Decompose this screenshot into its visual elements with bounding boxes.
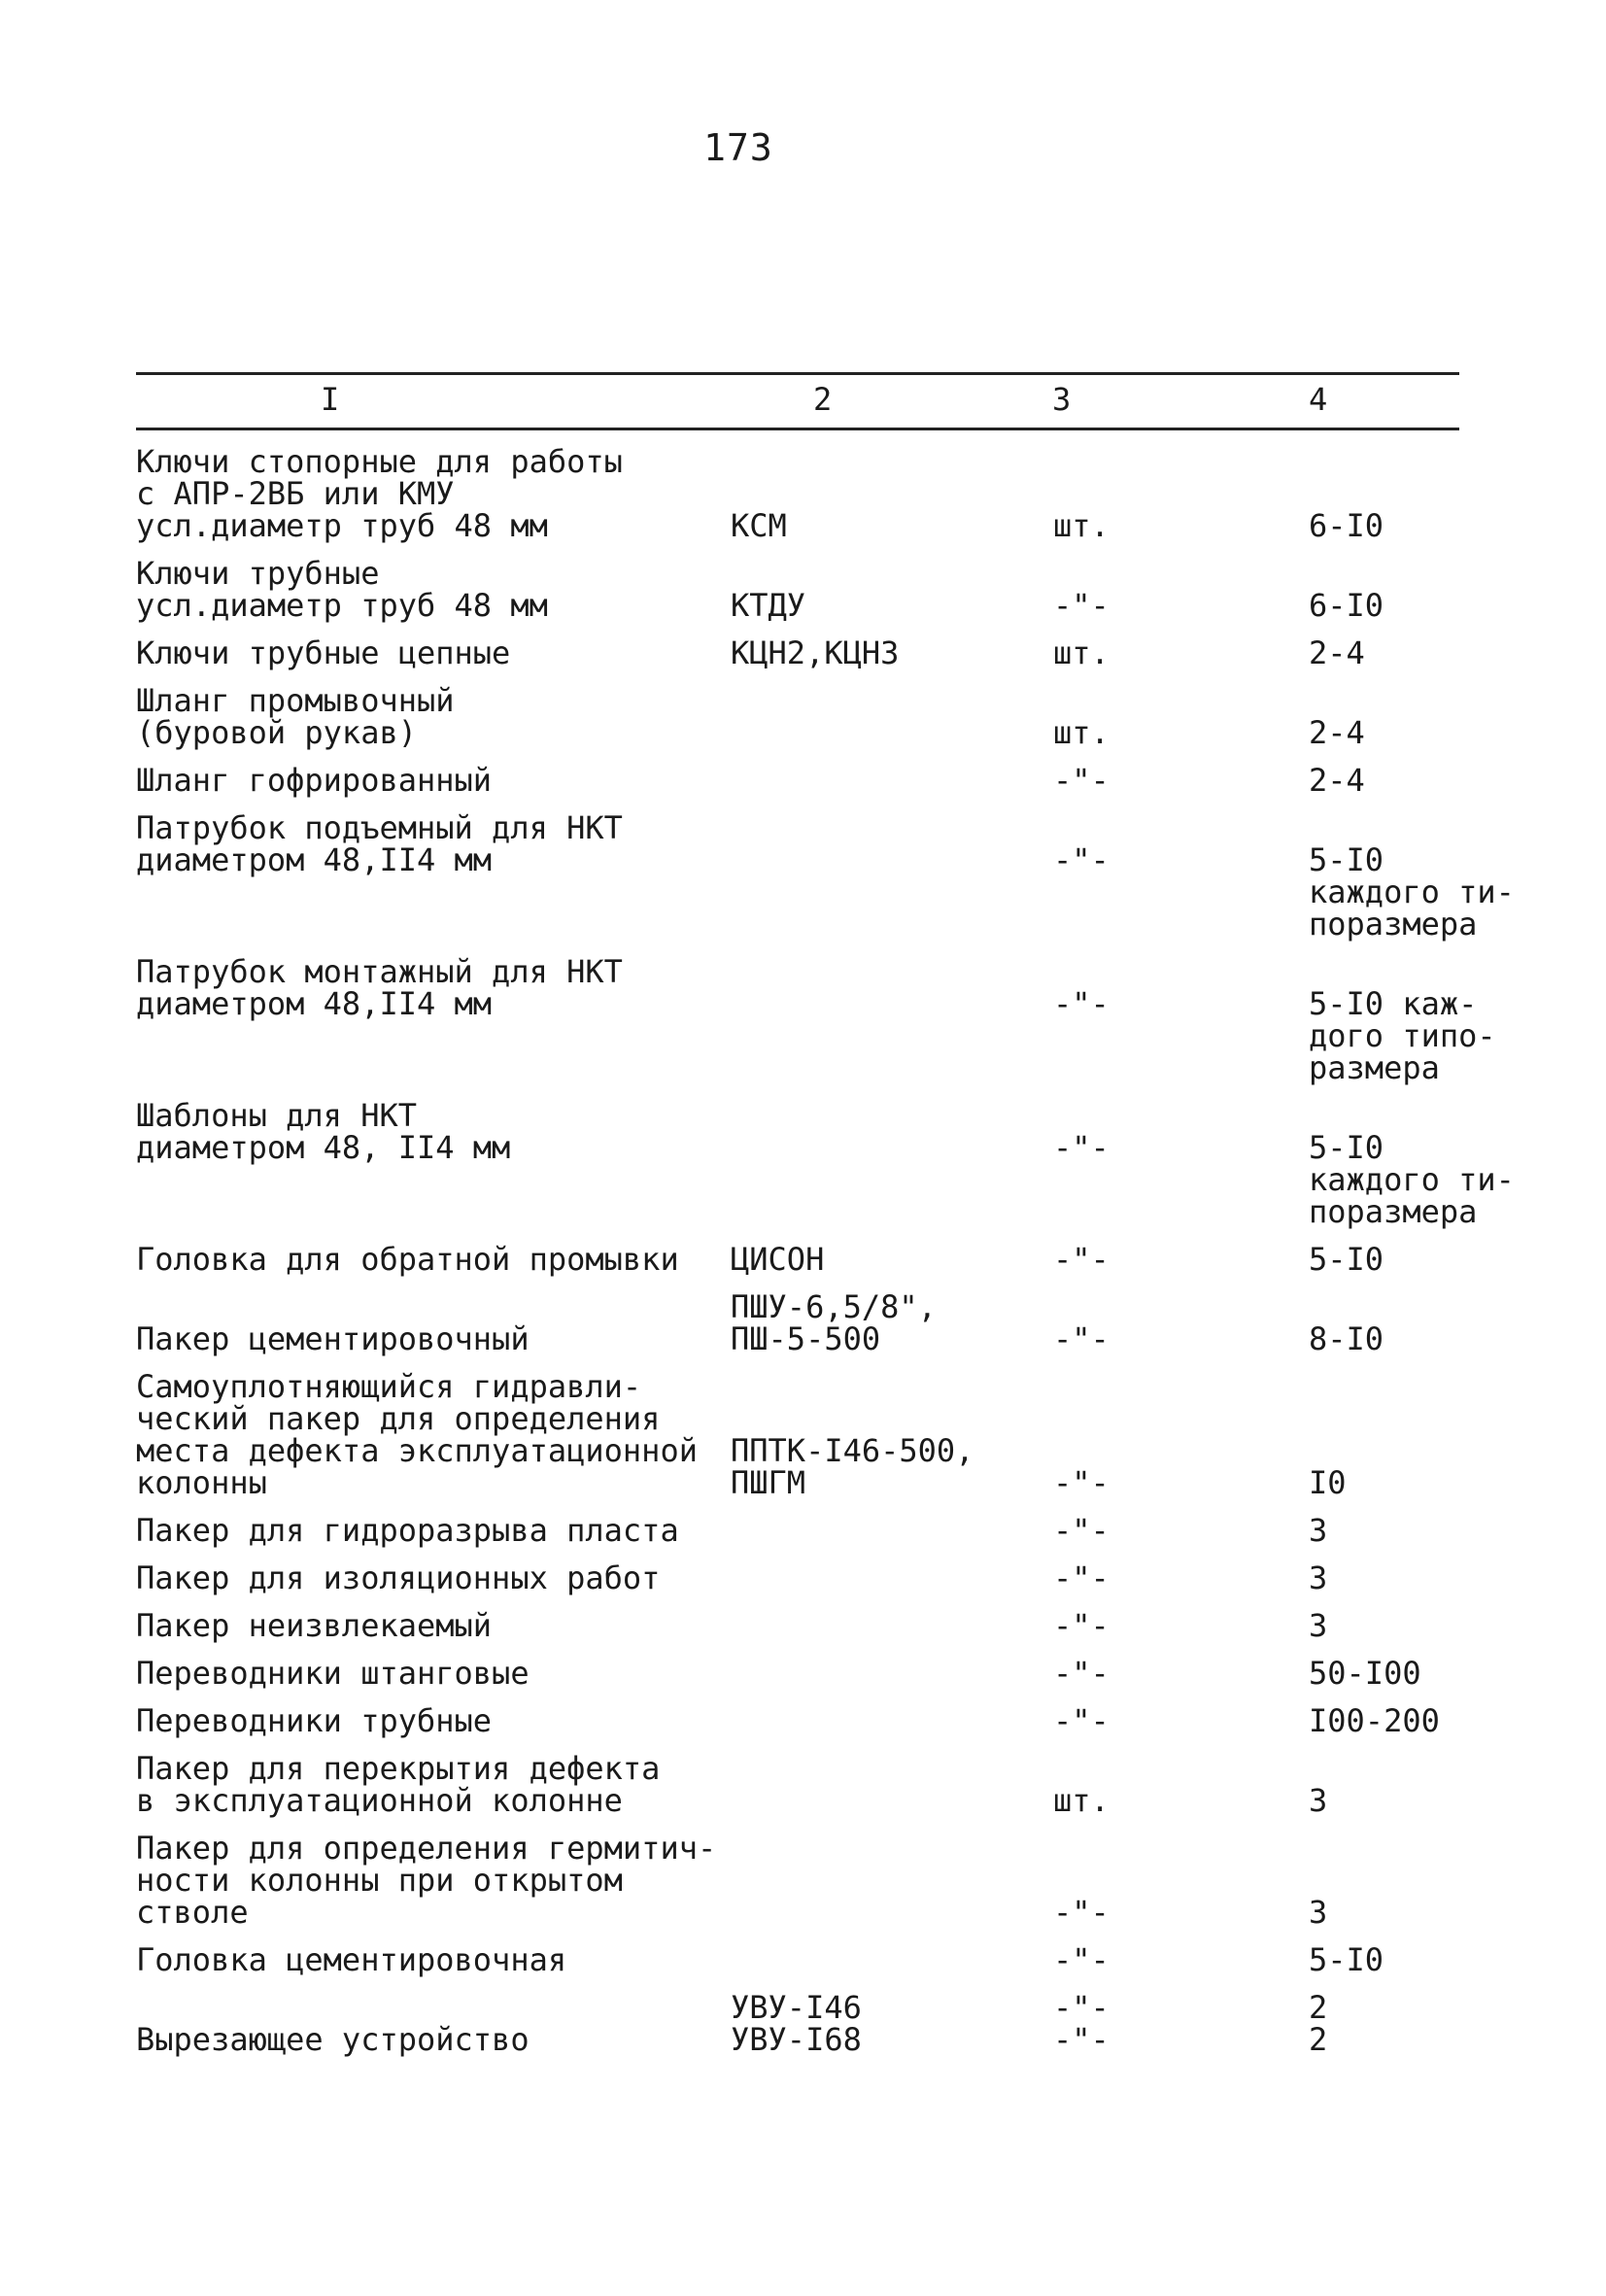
table-row: [136, 634, 1459, 671]
item-name-line: Головка цементировочная: [136, 1941, 567, 1978]
item-name-line: Пакер для перекрытия дефекта: [136, 1750, 661, 1787]
item-name: [136, 1097, 738, 1166]
item-qty-line: 5-I0: [1309, 1941, 1384, 1978]
item-qty-line: размера: [1309, 1049, 1440, 1086]
item-qty: [1309, 1129, 1515, 1230]
item-name: [136, 1750, 738, 1819]
item-qty-line: 5-I0: [1309, 841, 1384, 878]
item-type: [731, 1288, 1022, 1357]
item-name: [136, 1241, 738, 1278]
table-row: [136, 1989, 1459, 2058]
header-col-1: I: [321, 381, 340, 418]
item-unit-line: -"-: [1053, 1464, 1110, 1501]
item-name-line: Переводники штанговые: [136, 1655, 530, 1692]
item-type-line: ПШГМ: [731, 1464, 806, 1501]
item-type: [731, 1241, 1022, 1278]
table-row: [136, 1607, 1459, 1644]
item-unit-line: -"-: [1053, 1894, 1110, 1931]
header-col-4: 4: [1309, 381, 1328, 418]
item-name-line: Головка для обратной промывки: [136, 1241, 679, 1278]
item-unit-line: -"-: [1053, 1241, 1110, 1278]
table-row: [136, 1559, 1459, 1596]
item-qty: [1309, 1941, 1513, 1978]
item-name-line: Переводники трубные: [136, 1702, 493, 1739]
item-unit: [1053, 1702, 1199, 1739]
item-qty-line: 6-I0: [1309, 587, 1384, 624]
item-unit: [1053, 507, 1199, 544]
item-qty-line: 3: [1309, 1894, 1328, 1931]
item-name-line: Пакер для гидроразрыва пласта: [136, 1512, 679, 1549]
item-qty-line: 2-4: [1309, 634, 1365, 671]
item-type-line: ППТК-I46-500,: [731, 1432, 974, 1469]
item-unit: [1053, 1129, 1199, 1166]
item-name-line: диаметром 48,II4 мм: [136, 841, 493, 878]
item-type: [731, 1989, 1022, 2058]
item-unit-line: шт.: [1053, 1782, 1110, 1819]
table-header-row: [136, 375, 1459, 424]
item-name-line: Пакер цементировочный: [136, 1320, 530, 1357]
item-qty: [1309, 762, 1513, 799]
item-qty-line: I0: [1309, 1464, 1347, 1501]
item-qty-line: поразмера: [1309, 906, 1478, 942]
item-unit-line: шт.: [1053, 634, 1110, 671]
item-qty-line: дого типо-: [1309, 1017, 1496, 1054]
item-name: [136, 762, 738, 799]
item-qty-line: 3: [1309, 1512, 1328, 1549]
page-number: 173: [703, 126, 773, 169]
item-name-line: Патрубок монтажный для НКТ: [136, 953, 623, 990]
item-name: [136, 1941, 738, 1978]
table-row: [136, 1750, 1459, 1819]
table-row: [136, 1702, 1459, 1739]
item-unit-line: -"-: [1053, 1607, 1110, 1644]
item-type: [731, 587, 1022, 624]
item-name: [136, 443, 738, 544]
table-row: [136, 1241, 1459, 1278]
item-qty-line: 8-I0: [1309, 1320, 1384, 1357]
table-row: [136, 1512, 1459, 1549]
item-name-line: диаметром 48,II4 мм: [136, 985, 493, 1022]
item-qty: [1309, 1241, 1513, 1278]
item-qty-line: 3: [1309, 1782, 1328, 1819]
item-qty-line: I00-200: [1309, 1702, 1440, 1739]
item-qty-line: 2: [1309, 2021, 1328, 2058]
item-name-line: Ключи трубные: [136, 555, 380, 592]
item-name-line: Шланг гофрированный: [136, 762, 493, 799]
item-qty: [1309, 841, 1515, 942]
item-qty: [1309, 1464, 1513, 1501]
item-name-line: усл.диаметр труб 48 мм: [136, 507, 548, 544]
header-col-2: 2: [813, 381, 833, 418]
item-qty-line: 5-I0: [1309, 1241, 1384, 1278]
table-row: [136, 1368, 1459, 1501]
item-name-line: усл.диаметр труб 48 мм: [136, 587, 548, 624]
item-name: [136, 1655, 738, 1692]
item-name-line: Пакер для определения гермитич-: [136, 1830, 717, 1867]
item-name: [136, 953, 738, 1022]
item-unit: [1053, 587, 1199, 624]
item-unit: [1053, 1241, 1199, 1278]
table-row: [136, 762, 1459, 799]
item-qty: [1309, 634, 1513, 671]
item-qty: [1309, 1320, 1513, 1357]
item-unit-line: -"-: [1053, 1989, 1110, 2026]
table-header-rule: [136, 428, 1459, 430]
item-unit: [1053, 1894, 1199, 1931]
item-unit: [1053, 841, 1199, 878]
item-qty: [1309, 507, 1513, 544]
item-qty: [1309, 1989, 1513, 2058]
item-name: [136, 555, 738, 624]
item-name: [136, 2021, 738, 2058]
item-qty: [1309, 714, 1513, 751]
table-row: [136, 443, 1459, 544]
table-row: [136, 809, 1515, 942]
item-unit-line: -"-: [1053, 985, 1110, 1022]
item-unit-line: -"-: [1053, 762, 1110, 799]
item-name-line: Вырезающее устройство: [136, 2021, 530, 2058]
table-row: [136, 1830, 1459, 1931]
item-qty-line: 2: [1309, 1989, 1328, 2026]
item-qty: [1309, 985, 1513, 1086]
item-qty-line: 3: [1309, 1559, 1328, 1596]
item-name-line: Ключи трубные цепные: [136, 634, 511, 671]
item-qty: [1309, 587, 1513, 624]
item-name: [136, 809, 738, 878]
table-row: [136, 555, 1459, 624]
item-type-line: КЦН2,КЦН3: [731, 634, 900, 671]
item-type: [731, 1432, 1022, 1501]
item-type-line: УВУ-I46: [731, 1989, 862, 2026]
item-name-line: Пакер неизвлекаемый: [136, 1607, 493, 1644]
table-row: [136, 1655, 1459, 1692]
item-type-line: КСМ: [731, 507, 787, 544]
item-unit: [1053, 985, 1199, 1022]
item-unit: [1053, 714, 1199, 751]
item-name: [136, 1512, 738, 1549]
item-qty-line: 3: [1309, 1607, 1328, 1644]
item-qty-line: каждого ти-: [1309, 1161, 1515, 1198]
item-qty-line: 50-I00: [1309, 1655, 1421, 1692]
item-name: [136, 1830, 738, 1931]
item-name-line: (буровой рукав): [136, 714, 417, 751]
item-qty-line: поразмера: [1309, 1193, 1478, 1230]
item-qty: [1309, 1782, 1513, 1819]
item-qty: [1309, 1702, 1513, 1739]
item-unit-line: -"-: [1053, 1559, 1110, 1596]
item-qty: [1309, 1894, 1513, 1931]
item-qty-line: 6-I0: [1309, 507, 1384, 544]
item-unit: [1053, 1655, 1199, 1692]
item-name-line: Самоуплотняющийся гидравли-: [136, 1368, 642, 1405]
item-name: [136, 1559, 738, 1596]
item-unit: [1053, 1512, 1199, 1549]
item-name-line: в эксплуатационной колонне: [136, 1782, 623, 1819]
item-qty-line: каждого ти-: [1309, 874, 1515, 910]
table-row: [136, 1941, 1459, 1978]
item-type: [731, 634, 1022, 671]
item-name-line: диаметром 48, II4 мм: [136, 1129, 511, 1166]
item-unit-line: -"-: [1053, 587, 1110, 624]
item-name: [136, 682, 738, 751]
item-unit-line: -"-: [1053, 841, 1110, 878]
table-row: [136, 682, 1459, 751]
item-qty-line: 5-I0 каж-: [1309, 985, 1478, 1022]
item-unit: [1053, 1320, 1199, 1357]
item-name-line: Ключи стопорные для работы: [136, 443, 623, 480]
item-name-line: колонны: [136, 1464, 267, 1501]
item-type: [731, 507, 1022, 544]
item-type-line: УВУ-I68: [731, 2021, 862, 2058]
item-name-line: с АПР-2ВБ или КМУ: [136, 475, 455, 512]
item-qty: [1309, 1559, 1513, 1596]
item-unit: [1053, 1941, 1199, 1978]
item-unit: [1053, 1989, 1199, 2058]
item-unit-line: -"-: [1053, 1320, 1110, 1357]
item-unit: [1053, 1559, 1199, 1596]
item-name-line: ческий пакер для определения: [136, 1400, 661, 1437]
item-name: [136, 1607, 738, 1644]
item-name: [136, 1320, 738, 1357]
item-name-line: места дефекта эксплуатационной: [136, 1432, 698, 1469]
item-type-line: ПШУ-6,5/8",: [731, 1288, 937, 1325]
item-unit-line: -"-: [1053, 1512, 1110, 1549]
table-row: [136, 953, 1496, 1086]
item-unit: [1053, 1464, 1199, 1501]
item-name-line: стволе: [136, 1894, 249, 1931]
item-type-line: КТДУ: [731, 587, 806, 624]
item-unit: [1053, 762, 1199, 799]
item-name: [136, 1702, 738, 1739]
item-name: [136, 634, 738, 671]
item-unit-line: -"-: [1053, 1129, 1110, 1166]
table-row: [136, 1288, 1459, 1357]
item-unit-line: шт.: [1053, 714, 1110, 751]
item-qty-line: 2-4: [1309, 762, 1365, 799]
item-name-line: Шаблоны для НКТ: [136, 1097, 417, 1134]
item-unit-line: -"-: [1053, 1655, 1110, 1692]
item-qty-line: 5-I0: [1309, 1129, 1384, 1166]
item-unit-line: -"-: [1053, 1941, 1110, 1978]
item-unit-line: шт.: [1053, 507, 1110, 544]
item-qty: [1309, 1512, 1513, 1549]
item-unit: [1053, 634, 1199, 671]
item-unit: [1053, 1782, 1199, 1819]
item-type-line: ЦИСОН: [731, 1241, 825, 1278]
equipment-table: [136, 372, 1515, 2058]
item-qty-line: 2-4: [1309, 714, 1365, 751]
item-unit-line: -"-: [1053, 2021, 1110, 2058]
table-row: [136, 1097, 1515, 1230]
header-col-3: 3: [1052, 381, 1072, 418]
item-name-line: Пакер для изоляционных работ: [136, 1559, 661, 1596]
table-body: [136, 443, 1515, 2058]
item-name-line: Патрубок подъемный для НКТ: [136, 809, 623, 846]
item-name-line: Шланг промывочный: [136, 682, 455, 719]
item-qty: [1309, 1655, 1513, 1692]
item-qty: [1309, 1607, 1513, 1644]
item-type-line: ПШ-5-500: [731, 1320, 881, 1357]
item-name: [136, 1368, 738, 1501]
item-name-line: ности колонны при открытом: [136, 1862, 623, 1899]
item-unit: [1053, 1607, 1199, 1644]
item-unit-line: -"-: [1053, 1702, 1110, 1739]
